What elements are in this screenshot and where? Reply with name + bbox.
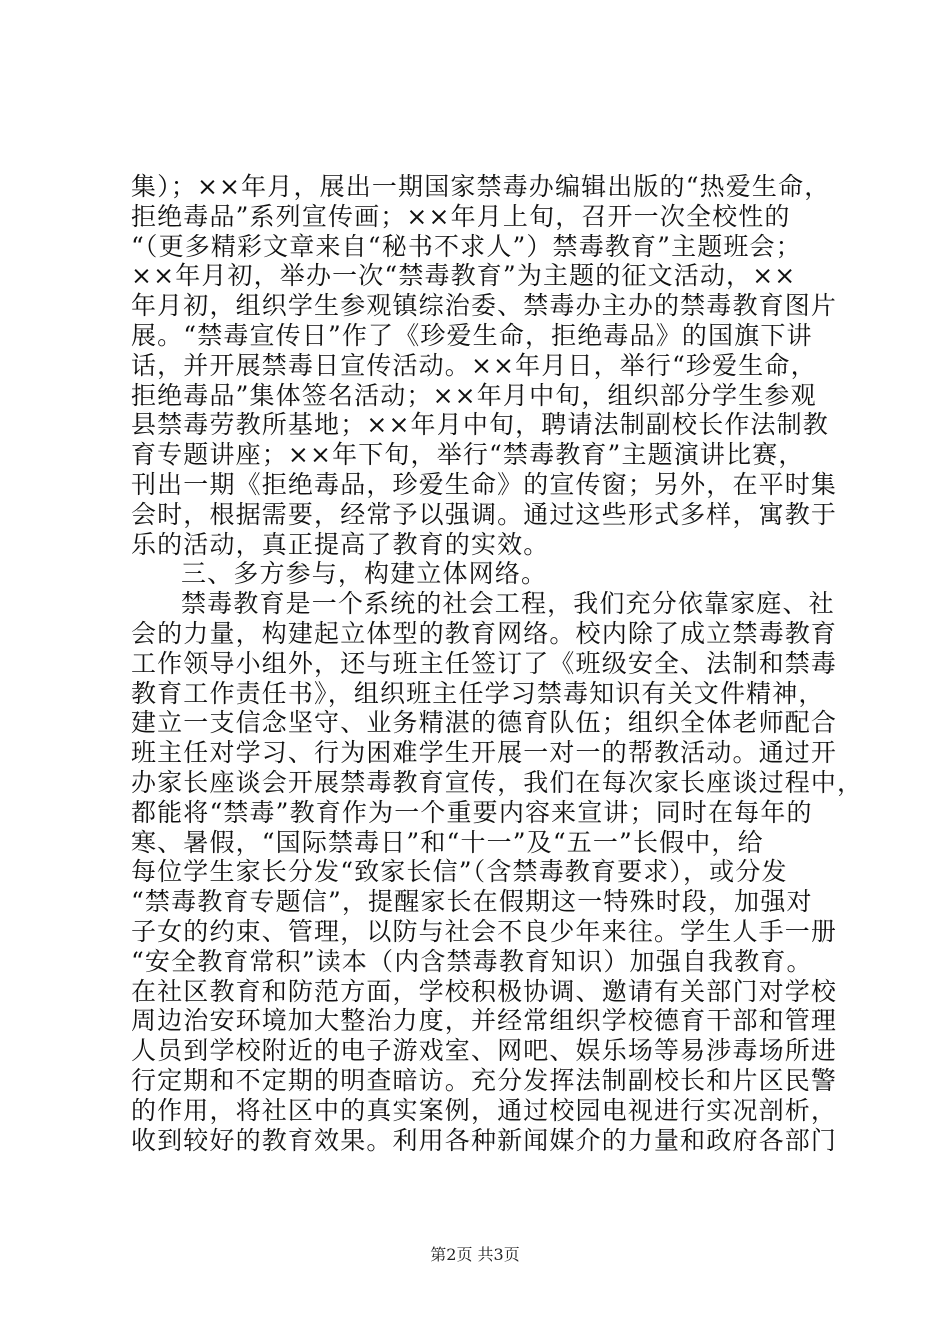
text-line: 会的力量，构建起立体型的教育网络。校内除了成立禁毒教育 xyxy=(131,618,838,648)
text-line: 话，并开展禁毒日宣传活动。××年月日，举行“珍爱生命， xyxy=(131,350,817,380)
text-line: 集）；××年月，展出一期国家禁毒办编辑出版的“热爱生命， xyxy=(131,172,831,201)
text-line: “禁毒教育专题信”，提醒家长在假期这一特殊时段，加强对 xyxy=(131,887,813,917)
text-line: 人员到学校附近的电子游戏室、网吧、娱乐场等易涉毒场所进 xyxy=(131,1036,838,1066)
text-line: 拒绝毒品”系列宣传画；××年月上旬，召开一次全校性的 xyxy=(131,201,791,231)
text-line: 工作领导小组外，还与班主任签订了《班级安全、法制和禁毒 xyxy=(131,648,838,678)
text-line: “（更多精彩文章来自“秘书不求人”）禁毒教育”主题班会； xyxy=(131,231,802,261)
text-line: 年月初，组织学生参观镇综治委、禁毒办主办的禁毒教育图片 xyxy=(131,291,838,321)
text-line: 每位学生家长分发“致家长信”（含禁毒教育要求），或分发 xyxy=(131,857,788,887)
text-line: 会时，根据需要，经常予以强调。通过这些形式多样，寓教于 xyxy=(131,499,838,529)
text-line: 建立一支信念坚守、业务精湛的德育队伍；组织全体老师配合 xyxy=(131,708,838,738)
text-line: 县禁毒劳教所基地；××年月中旬，聘请法制副校长作法制教 xyxy=(131,410,829,440)
text-line: 展。“禁毒宣传日”作了《珍爱生命，拒绝毒品》的国旗下讲 xyxy=(131,320,813,350)
text-line: ××年月初，举办一次“禁毒教育”为主题的征文活动，×× xyxy=(131,261,797,291)
text-line: 周边治安环境加大整治力度，并经常组织学校德育干部和管理 xyxy=(131,1006,838,1036)
text-line: 的作用，将社区中的真实案例，通过校园电视进行实况剖析， xyxy=(131,1095,838,1125)
text-line: 都能将“禁毒”教育作为一个重要内容来宣讲；同时在每年的 xyxy=(131,797,813,827)
section-heading: 三、多方参与，构建立体网络。 xyxy=(181,559,548,589)
page-number-footer: 第2页 共3页 xyxy=(430,1245,520,1264)
text-line: 行定期和不定期的明查暗访。充分发挥法制副校长和片区民警 xyxy=(131,1065,838,1095)
text-line: 育专题讲座；××年下旬，举行“禁毒教育”主题演讲比赛， xyxy=(131,440,805,470)
text-line: “安全教育常积”读本（内含禁毒教育知识）加强自我教育。 xyxy=(131,946,813,976)
text-line: 收到较好的教育效果。利用各种新闻媒介的力量和政府各部门 xyxy=(131,1125,838,1155)
text-line: 在社区教育和防范方面，学校积极协调、邀请有关部门对学校 xyxy=(131,976,838,1006)
text-line: 刊出一期《拒绝毒品，珍爱生命》的宣传窗；另外，在平时集 xyxy=(131,469,838,499)
text-line: 子女的约束、管理，以防与社会不良少年来往。学生人手一册 xyxy=(131,916,838,946)
text-line: 拒绝毒品”集体签名活动；××年月中旬，组织部分学生参观 xyxy=(131,380,817,410)
text-line: 乐的活动，真正提高了教育的实效。 xyxy=(131,529,550,559)
text-line: 教育工作责任书》，组织班主任学习禁毒知识有关文件精神， xyxy=(131,678,825,708)
text-line: 寒、暑假，“国际禁毒日”和“十一”及“五一”长假中，给 xyxy=(131,827,764,857)
text-line: 禁毒教育是一个系统的社会工程，我们充分依靠家庭、社 xyxy=(181,589,835,619)
text-line: 办家长座谈会开展禁毒教育宣传，我们在每次家长座谈过程中， xyxy=(131,767,864,797)
document-body xyxy=(131,172,864,1155)
text-line: 班主任对学习、行为困难学生开展一对一的帮教活动。通过开 xyxy=(131,738,838,768)
